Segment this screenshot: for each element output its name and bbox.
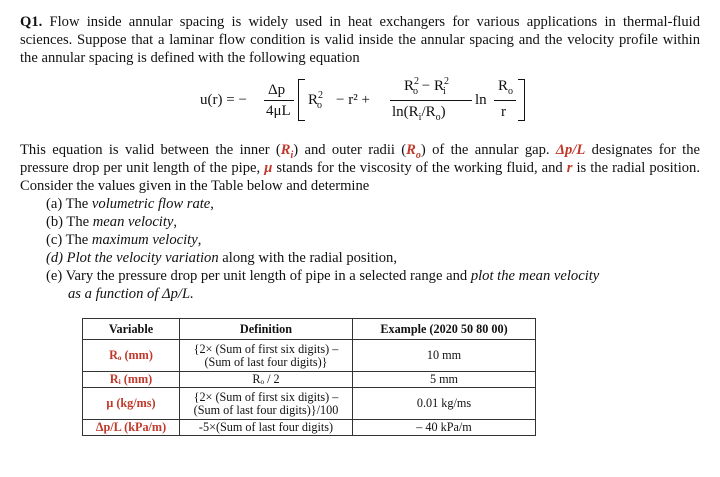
task-list — [20, 195, 700, 303]
table-row — [83, 420, 536, 436]
table-cell-example: 0.01 kg/ms — [353, 388, 536, 420]
table-cell-variable: Rₒ (mm) — [83, 340, 180, 372]
table-row — [83, 340, 536, 372]
description-paragraph: This equation is valid between the inner $(R_i)$ and outer radii $(R_o)$ of the annular gap. Δp/L designates for the pressure drop per unit length of the pipe, μ stands for the viscosity of the working fluid, and r is the radial position. Consider the values given in the Table below and determine — [20, 142, 700, 194]
table-cell-variable: Δp/L (kPa/m) — [83, 420, 180, 436]
table-cell-example: – 40 kPa/m — [353, 420, 536, 436]
list-item: (d) Plot the velocity variation along with the radial position, — [46, 250, 397, 266]
list-item: (c) The maximum velocity, — [46, 232, 202, 248]
inner-radius-symbol: $R_i$ — [280, 142, 294, 161]
table-header: Example (2020 50 80 00) — [353, 319, 536, 340]
eq-term1: $R^2_o$ — [308, 90, 324, 111]
eq-left-bracket — [298, 79, 305, 121]
question-intro-text: Flow inside annular spacing is widely used in heat exchangers for various applications in thermal-fluid sciences. Suppose that a laminar flow condition is valid inside the annular spacing and the velocity profile within the annular spacing is defined with the following equation — [20, 14, 701, 66]
mu-symbol: μ — [264, 160, 273, 176]
table-cell-example: 5 mm — [353, 372, 536, 388]
table-cell-variable: μ (kg/ms) — [83, 388, 180, 420]
table-cell-definition: Rₒ / 2 — [180, 372, 353, 388]
eq-lhs: u(r) = − — [200, 92, 247, 108]
table-cell-definition: {2× (Sum of first six digits) – (Sum of last four digits)} — [180, 340, 353, 372]
outer-radius-symbol: $R_o$ — [406, 142, 421, 161]
eq-right-bracket — [518, 79, 525, 121]
variables-table — [82, 318, 536, 436]
dpl-symbol: Δp/L — [555, 142, 586, 158]
eq-coef-den: 4μL — [266, 103, 291, 119]
table-cell-example: 10 mm — [353, 340, 536, 372]
r-symbol: r — [566, 160, 573, 176]
eq-frac2-bar — [390, 100, 472, 101]
table-header-row — [83, 319, 536, 340]
eq-frac3-den: r — [501, 104, 506, 120]
eq-coef-num: Δp — [268, 82, 286, 98]
table-cell-definition: -5×(Sum of last four digits) — [180, 420, 353, 436]
eq-coef-bar — [264, 100, 294, 101]
table-cell-definition: {2× (Sum of first six digits) – (Sum of last four digits)}/100 — [180, 388, 353, 420]
question-page — [20, 13, 700, 303]
eq-frac3-num: $R_o$ — [498, 78, 514, 97]
table-row — [83, 388, 536, 420]
eq-frac2-den: $\ln(R_i/R_o)$ — [392, 104, 446, 123]
question-intro — [20, 13, 700, 67]
eq-frac3-bar — [494, 100, 516, 101]
list-item: (b) The mean velocity, — [46, 214, 178, 230]
question-number: Q1. — [20, 14, 43, 30]
velocity-equation — [20, 69, 700, 133]
list-item: (e) Vary the pressure drop per unit length of pipe in a selected range and plot the mean velocity as a function of Δp/L. — [46, 268, 600, 302]
eq-ln: ln — [475, 92, 487, 108]
table-cell-variable: Rᵢ (mm) — [83, 372, 180, 388]
eq-term2: − r² + — [336, 92, 370, 108]
table-row — [83, 372, 536, 388]
list-item: (a) The volumetric flow rate, — [46, 196, 214, 212]
table-header: Variable — [83, 319, 180, 340]
eq-frac2-num: $R^2_o - R^2_i$ — [404, 76, 449, 97]
table-header: Definition — [180, 319, 353, 340]
